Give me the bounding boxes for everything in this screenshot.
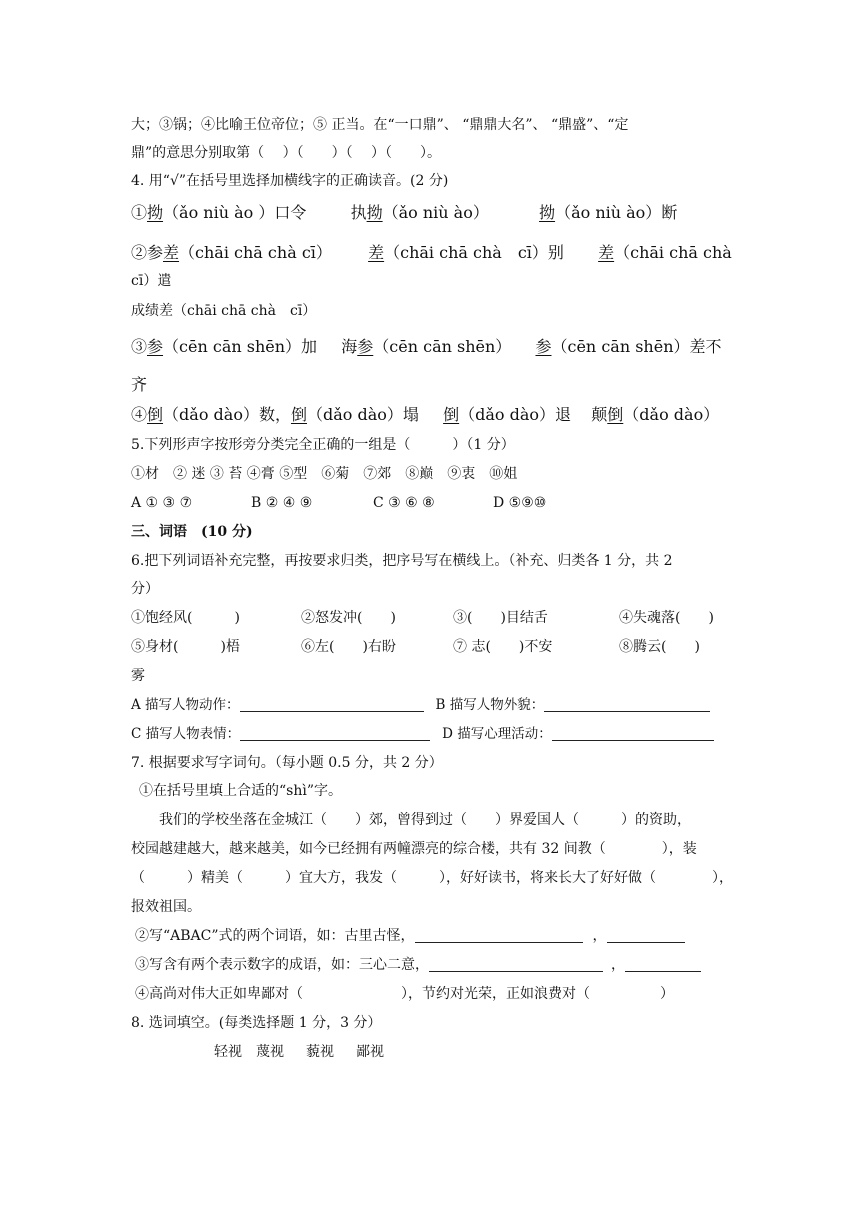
- q6-item-5: ⑤身材( )梧: [131, 639, 240, 655]
- q4-r4-d-opt: （dǎo dào）: [623, 405, 720, 424]
- q6-cat-d-label: D 描写心理活动：: [442, 726, 552, 742]
- q4-row-2-line-3: 成绩差（chāi chā chà cī）: [131, 303, 317, 319]
- q4-r1-b-opt: （ǎo niù ào）: [382, 203, 489, 222]
- q6-row-1: [131, 609, 731, 627]
- q6-row-2-cont: 雾: [131, 668, 145, 684]
- q4-r3-a-char: 参: [147, 337, 164, 356]
- q8-word-1: 轻视: [214, 1044, 242, 1060]
- q4-r3-c-opt: （cēn cān shēn）: [551, 337, 690, 356]
- q7-sub-3-blank-1[interactable]: [429, 957, 603, 972]
- q6-cat-d-blank[interactable]: [552, 726, 714, 741]
- q7-sub-3-comma: ，: [611, 957, 625, 973]
- q5-option-b: B ② ④ ⑨: [251, 495, 313, 511]
- q4-row-2: [131, 242, 731, 264]
- q7-sub-3: [135, 956, 731, 974]
- q4-r3-b-char: 参: [357, 337, 374, 356]
- q5-options: [131, 494, 731, 512]
- q4-r3-a-after: 加: [301, 337, 318, 356]
- q5-option-d: D ⑤⑨⑩: [493, 495, 547, 511]
- q4-r3-a-mark: ③: [131, 337, 148, 356]
- q6-item-7: ⑦ 志( )不安: [453, 639, 553, 655]
- q7-sub-4: ④高尚对伟大正如卑鄙对（ ），节约对光荣，正如浪费对（ ）: [135, 986, 674, 1002]
- q4-r2-b-after: 别: [547, 243, 564, 262]
- q6-cat-b-label: B 描写人物外貌：: [435, 697, 545, 713]
- q4-r2-b-char: 差: [368, 243, 385, 262]
- q4-r1-c-after: 断: [661, 203, 678, 222]
- q5-items: ①材 ② 迷 ③ 苔 ④膏 ⑤型 ⑥菊 ⑦郊 ⑧巅 ⑨衷 ⑩姐: [131, 466, 518, 482]
- q4-r4-c-char: 倒: [443, 405, 460, 424]
- q4-r4-c-opt: （dǎo dào）: [459, 405, 556, 424]
- q4-title: 4. 用“√”在括号里选择加横线字的正确读音。(2 分): [131, 173, 449, 189]
- q5-option-c: C ③ ⑥ ⑧: [373, 495, 435, 511]
- q4-r2-c-opt: （chāi chā chà: [614, 243, 732, 262]
- q4-r1-a-char: 拗: [147, 203, 164, 222]
- q4-r1-b-before: 执: [350, 203, 367, 222]
- q6-item-6: ⑥左( )右盼: [301, 639, 396, 655]
- q6-item-1: ①饱经风( ): [131, 610, 240, 626]
- q8-word-list: [214, 1043, 814, 1061]
- q4-r4-a-opt: （dǎo dào）: [163, 405, 259, 424]
- q4-r4-a-mark: ④: [131, 405, 148, 424]
- q4-r1-c-char: 拗: [539, 203, 556, 222]
- q4-r4-a-after: 数，: [258, 405, 291, 424]
- q4-r1-c-opt: （ǎo niù ào）: [555, 203, 662, 222]
- q7-sub-2-blank-1[interactable]: [415, 928, 583, 943]
- q4-r2-a-opt: （chāi chā chà cī）: [179, 243, 332, 262]
- q6-item-4: ④失魂落( ): [619, 610, 714, 626]
- q5-option-a: A ① ③ ⑦: [131, 495, 193, 511]
- q8-word-3: 藐视: [306, 1044, 334, 1060]
- q7-sub-2-blank-2[interactable]: [607, 928, 685, 943]
- q7-sub-3-label: ③写含有两个表示数字的成语，如：三心二意，: [135, 957, 429, 973]
- q6-cat-b-blank[interactable]: [544, 697, 710, 712]
- q6-cat-c-blank[interactable]: [240, 726, 430, 741]
- q6-title-2: 分）: [131, 581, 159, 597]
- q8-word-2: 蔑视: [256, 1044, 284, 1060]
- q7-para-3-b: ），: [656, 870, 733, 886]
- q7-title: 7. 根据要求写字词句。（每小题 0.5 分，共 2 分）: [131, 755, 443, 771]
- q4-r1-a-mark: ①: [131, 203, 148, 222]
- q4-r1-a-opt: （ǎo niù ào ）: [163, 203, 275, 222]
- q4-row-1: [131, 202, 731, 224]
- q4-r4-b-after: 塌: [402, 405, 419, 424]
- q6-categories-ab: [131, 696, 731, 714]
- q6-item-8: ⑧腾云( ): [619, 639, 700, 655]
- q5-title: 5.下列形声字按形旁分类完全正确的一组是（ ）（1 分）: [131, 437, 515, 453]
- q4-r4-d-char: 倒: [607, 405, 624, 424]
- q4-row-3: [131, 336, 731, 358]
- q7-sub-2: [135, 927, 731, 945]
- section-3-heading: 三、词语 (10 分): [131, 524, 253, 540]
- q6-row-2: [131, 638, 731, 656]
- q7-para-3: [131, 869, 731, 887]
- q4-r3-c-after: 差不: [689, 337, 722, 356]
- q4-r3-b-before: 海: [341, 337, 358, 356]
- q4-r4-c-after: 退: [555, 405, 572, 424]
- q4-r2-a-mark: ②参: [131, 243, 164, 262]
- q6-categories-cd: [131, 725, 731, 743]
- q4-r4-d-before: 颠: [591, 405, 608, 424]
- q4-r2-b-opt: （chāi chā chà cī）: [384, 243, 548, 262]
- q7-para-4: 报效祖国。: [131, 899, 201, 915]
- q8-word-4: 鄙视: [356, 1044, 384, 1060]
- q7-para-1: 我们的学校坐落在金城江（ ）郊，曾得到过（ ）界爱国人（ ）的资助，: [159, 812, 691, 828]
- q4-r3-a-opt: （cēn cān shēn）: [163, 337, 302, 356]
- q4-r2-c-char: 差: [598, 243, 615, 262]
- q6-item-2: ②怒发冲( ): [301, 610, 396, 626]
- q7-para-3-a: （ ）精美（ ）宜大方，我发（ ），好好读书，将来长大了好好做（: [131, 870, 656, 886]
- q6-title-1: 6.把下列词语补充完整，再按要求归类，把序号写在横线上。（补充、归类各 1 分，共 2: [131, 553, 673, 569]
- q7-para-2: 校园越建越大，越来越美，如今已经拥有两幢漂亮的综合楼，共有 32 间教（ ），装: [131, 841, 697, 857]
- q4-r3-b-opt: （cēn cān shēn）: [373, 337, 512, 356]
- q7-sub-2-label: ②写“ABAC”式的两个词语，如：古里古怪，: [135, 928, 415, 944]
- q4-row-3-cont: 齐: [131, 375, 148, 394]
- q4-row-2-cont: cī）遣: [131, 273, 172, 289]
- q6-cat-a-label: A 描写人物动作：: [131, 697, 240, 713]
- q6-cat-a-blank[interactable]: [240, 697, 424, 712]
- q7-sub-2-comma: ，: [592, 928, 607, 944]
- q6-cat-c-label: C 描写人物表情：: [131, 726, 241, 742]
- q4-r2-a-char: 差: [163, 243, 180, 262]
- q8-title: 8. 选词填空。(每类选择题 1 分，3 分）: [131, 1015, 382, 1031]
- q7-sub-1: ①在括号里填上合适的“shì”字。: [139, 783, 342, 799]
- q3-line-1: 大；③锅；④比喻王位帝位；⑤ 正当。在“一口鼎”、 “鼎鼎大名”、 “鼎盛”、“定: [131, 117, 629, 133]
- q4-r4-b-char: 倒: [290, 405, 307, 424]
- q4-r4-b-opt: （dǎo dào）: [306, 405, 403, 424]
- q4-r4-a-char: 倒: [147, 405, 164, 424]
- q7-sub-3-blank-2[interactable]: [625, 957, 701, 972]
- q4-r3-c-char: 参: [535, 337, 552, 356]
- q6-item-3: ③( )目结舌: [453, 610, 548, 626]
- q3-line-2: 鼎”的意思分别取第（ ）（ ）（ ）（ ）。: [131, 145, 442, 161]
- q4-row-4: [131, 404, 731, 426]
- q4-r1-b-char: 拗: [366, 203, 383, 222]
- q4-r1-a-after: 口令: [274, 203, 307, 222]
